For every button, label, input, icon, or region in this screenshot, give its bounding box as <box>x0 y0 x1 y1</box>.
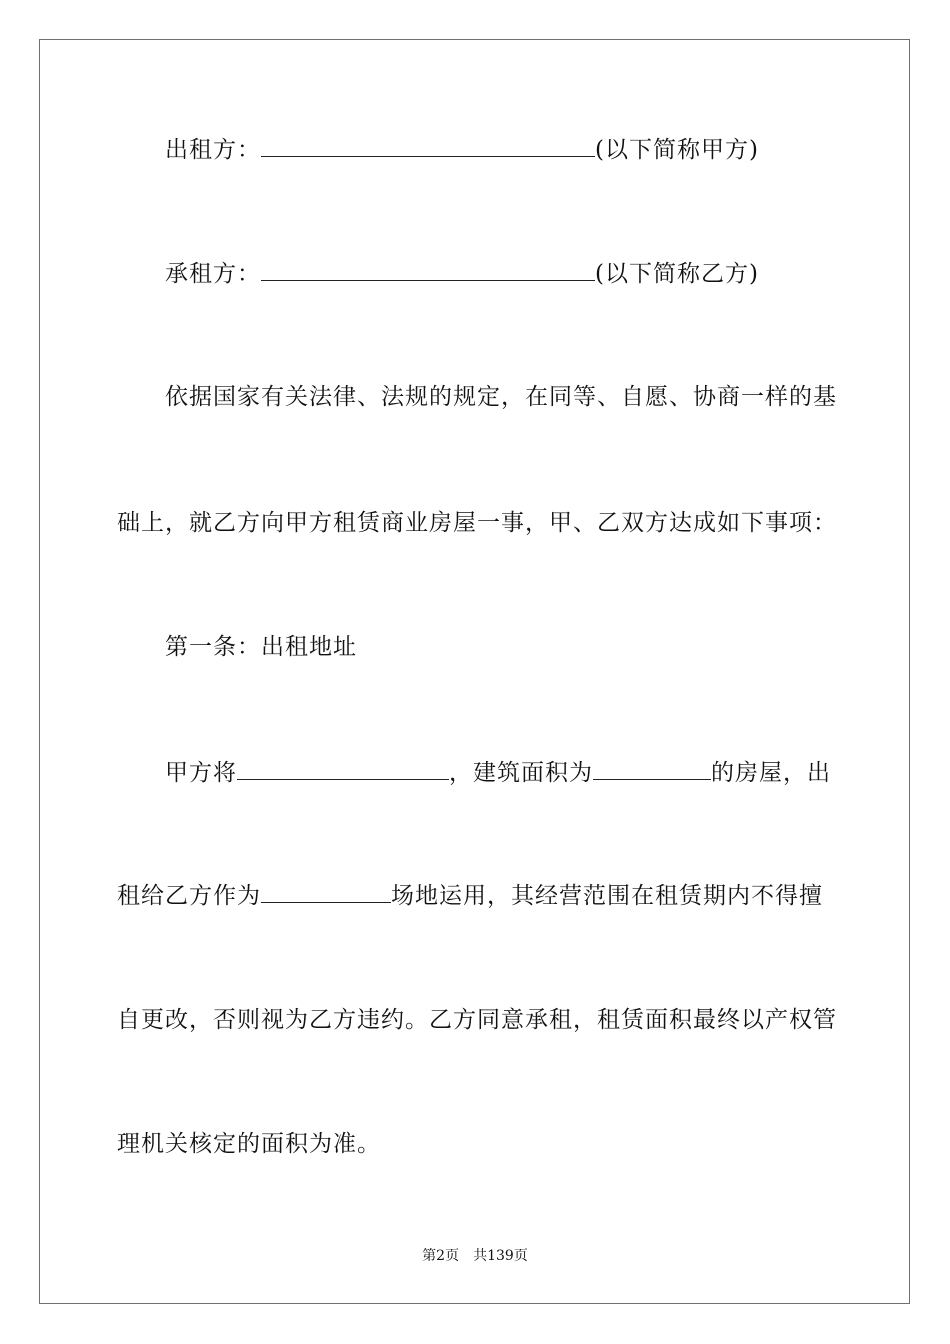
lessor-line <box>165 134 759 165</box>
page-footer <box>0 1247 950 1265</box>
address-blank[interactable] <box>237 757 449 780</box>
p1-text-c: 的房屋，出 <box>711 760 831 786</box>
total-pages: 共139页 <box>473 1248 528 1264</box>
article-1-title: 第一条：出租地址 <box>165 634 357 660</box>
page-frame <box>39 39 910 1304</box>
p2-text-a: 租给乙方作为 <box>117 883 261 909</box>
lessor-suffix: (以下简称甲方) <box>595 137 759 163</box>
intro-line-2: 础上，就乙方向甲方租赁商业房屋一事，甲、乙双方达成如下事项： <box>117 510 837 536</box>
paragraph-1-line-2 <box>117 880 823 911</box>
page-number: 第2页 <box>422 1248 460 1264</box>
lessor-label: 出租方： <box>165 137 261 163</box>
usage-blank[interactable] <box>261 880 391 903</box>
lessee-blank[interactable] <box>261 258 595 281</box>
p1-text-b: ，建筑面积为 <box>449 760 593 786</box>
paragraph-1-line-4: 理机关核定的面积为准。 <box>117 1131 381 1157</box>
lessee-label: 承租方： <box>165 261 261 287</box>
lessor-blank[interactable] <box>261 134 595 157</box>
p1-text-a: 甲方将 <box>165 760 237 786</box>
area-blank[interactable] <box>593 757 711 780</box>
intro-line-1: 依据国家有关法律、法规的规定，在同等、自愿、协商一样的基 <box>165 384 837 410</box>
p2-text-b: 场地运用，其经营范围在租赁期内不得擅 <box>391 883 823 909</box>
paragraph-1-line-1 <box>165 757 831 788</box>
lessee-line <box>165 258 759 289</box>
paragraph-1-line-3: 自更改，否则视为乙方违约。乙方同意承租，租赁面积最终以产权管 <box>117 1007 837 1033</box>
lessee-suffix: (以下简称乙方) <box>595 261 759 287</box>
